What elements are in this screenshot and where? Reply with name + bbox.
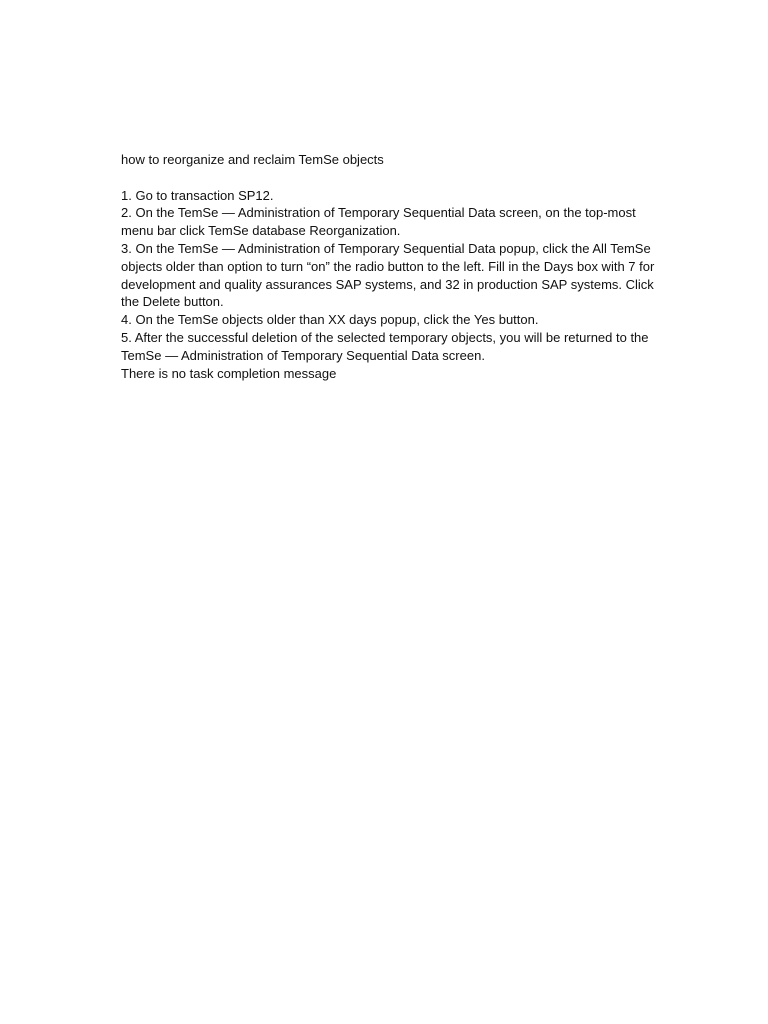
document-title: how to reorganize and reclaim TemSe objects (121, 152, 384, 167)
step-4: 4. On the TemSe objects older than XX days popup, click the Yes button. (121, 312, 539, 328)
step-5: 5. After the successful deletion of the selected temporary objects, you will be returned to the TemSe — Administration of Temporary Sequential Data screen. (121, 329, 649, 363)
step-3: 3. On the TemSe — Administration of Temporary Sequential Data popup, click the All TemSe objects older than option to turn “on” the radio button to the left. Fill in the Days box with 7 for development and quality assurances SAP systems, and 32 in production SAP systems. Click the Delete button. (121, 240, 655, 310)
document-body (121, 151, 661, 382)
closing-note: There is no task completion message (121, 365, 337, 381)
blank-line (121, 169, 661, 187)
step-2: 2. On the TemSe — Administration of Temporary Sequential Data screen, on the top-most menu bar click TemSe database Reorganization. (121, 205, 636, 239)
step-1: 1. Go to transaction SP12. (121, 187, 274, 203)
